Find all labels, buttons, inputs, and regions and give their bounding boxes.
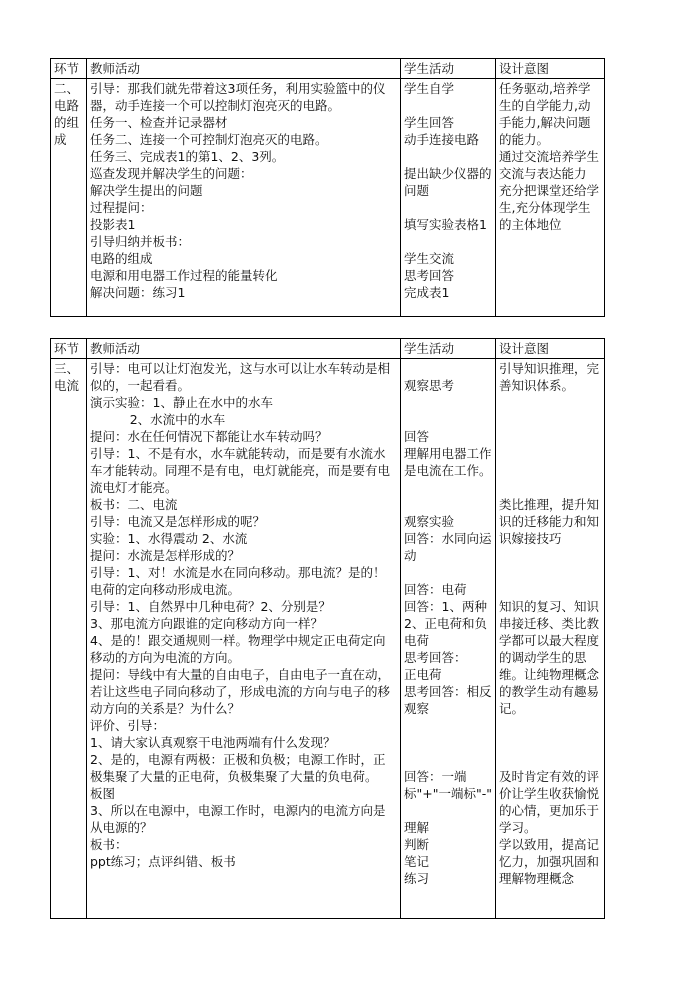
teacher-activity-cell: 引导：电可以让灯泡发光，这与水可以让水车转动是相似的，一起看看。 演示实验：1、静止在水中的水车 2、水流中的水车 提问：水在任何情况下都能让水车转动吗？ 引导：1、不是有水，水车就能转动，而是要有水流水车才能转动。同理不是有电，电灯就能亮，而是要有电流电灯才能亮。 板书：二、电流 引导：电流又是怎样形成的呢？ 实验：1、水得震动 2、水流 提问：水流是怎样形成的？ 引导：1、对！水流是水在同向移动。那电流？是的！电荷的定向移动形成电流。 引导：1、自然界中几种电荷？2、分别是？ 3、那电流方向跟谁的定向移动方向一样？ 4、是的！跟交通规则一样。物理学中规定正电荷定向移动的方向为电流的方向。 提问：导线中有大量的自由电子，自由电子一直在动，若让这些电子同向移动了，形成电流的方向与电子的移动方向的关系是？为什么？ 评价、引导： 1、请大家认真观察干电池两端有什么发现？ 2、是的，电源有两极：正极和负极；电源工作时，正极集聚了大量的正电荷，负极集聚了大量的负电荷。 板图 3、所以在电源中，电源工作时，电源内的电流方向是从电源的？ 板书： ppt练习；点评纠错、板书 [87,359,401,919]
header-design-intent: 设计意图 [496,339,605,359]
header-design-intent: 设计意图 [496,59,605,79]
header-section: 环节 [51,59,87,79]
table-row [51,359,605,919]
design-intent-cell: 任务驱动,培养学生的自学能力,动手能力,解决问题的能力。 通过交流培养学生交流与表达能力 充分把课堂还给学生,充分体现学生的主体地位 [496,79,605,317]
table-header-row [51,59,605,79]
table-header-row [51,339,605,359]
design-intent-cell: 引导知识推理，完善知识体系。 类比推理，提升知识的迁移能力和知识嫁接技巧 知识的复习、知识串接迁移、类比教学都可以最大程度的调动学生的思维。让纯物理概念的教学生动有趣易记。 及时肯定有效的评价让学生收获愉悦的心情，更加乐于学习。 学以致用，提高记忆力，加强巩固和理解物理概念 [496,359,605,919]
header-student-activity: 学生活动 [401,339,496,359]
student-activity-cell: 学生自学 学生回答 动手连接电路 提出缺少仪器的问题 填写实验表格1 学生交流 思考回答 完成表1 [401,79,496,317]
header-teacher-activity: 教师活动 [87,59,401,79]
lesson-table-current [50,338,605,919]
lesson-table-circuit [50,58,605,317]
teacher-activity-cell: 引导：那我们就先带着这3项任务，利用实验篮中的仪器，动手连接一个可以控制灯泡亮灭的电路。 任务一、检查并记录器材 任务二、连接一个可控制灯泡亮灭的电路。 任务三、完成表1的第1、2、3列。 巡查发现并解决学生的问题： 解决学生提出的问题 过程提问： 投影表1 引导归纳并板书： 电路的组成 电源和用电器工作过程的能量转化 解决问题：练习1 [87,79,401,317]
table-row [51,79,605,317]
student-activity-cell: 观察思考 回答 理解用电器工作是电流在工作。 观察实验 回答：水同向运动 回答：电荷 回答：1、两种 2、正电荷和负电荷 思考回答： 正电荷 思考回答：相反 观察 回答：一端标"+"一端标"-" 理解 判断 笔记 练习 [401,359,496,919]
section-cell: 二、 电路 的组 成 [51,79,87,317]
header-teacher-activity: 教师活动 [87,339,401,359]
header-section: 环节 [51,339,87,359]
header-student-activity: 学生活动 [401,59,496,79]
section-cell: 三、 电流 [51,359,87,919]
